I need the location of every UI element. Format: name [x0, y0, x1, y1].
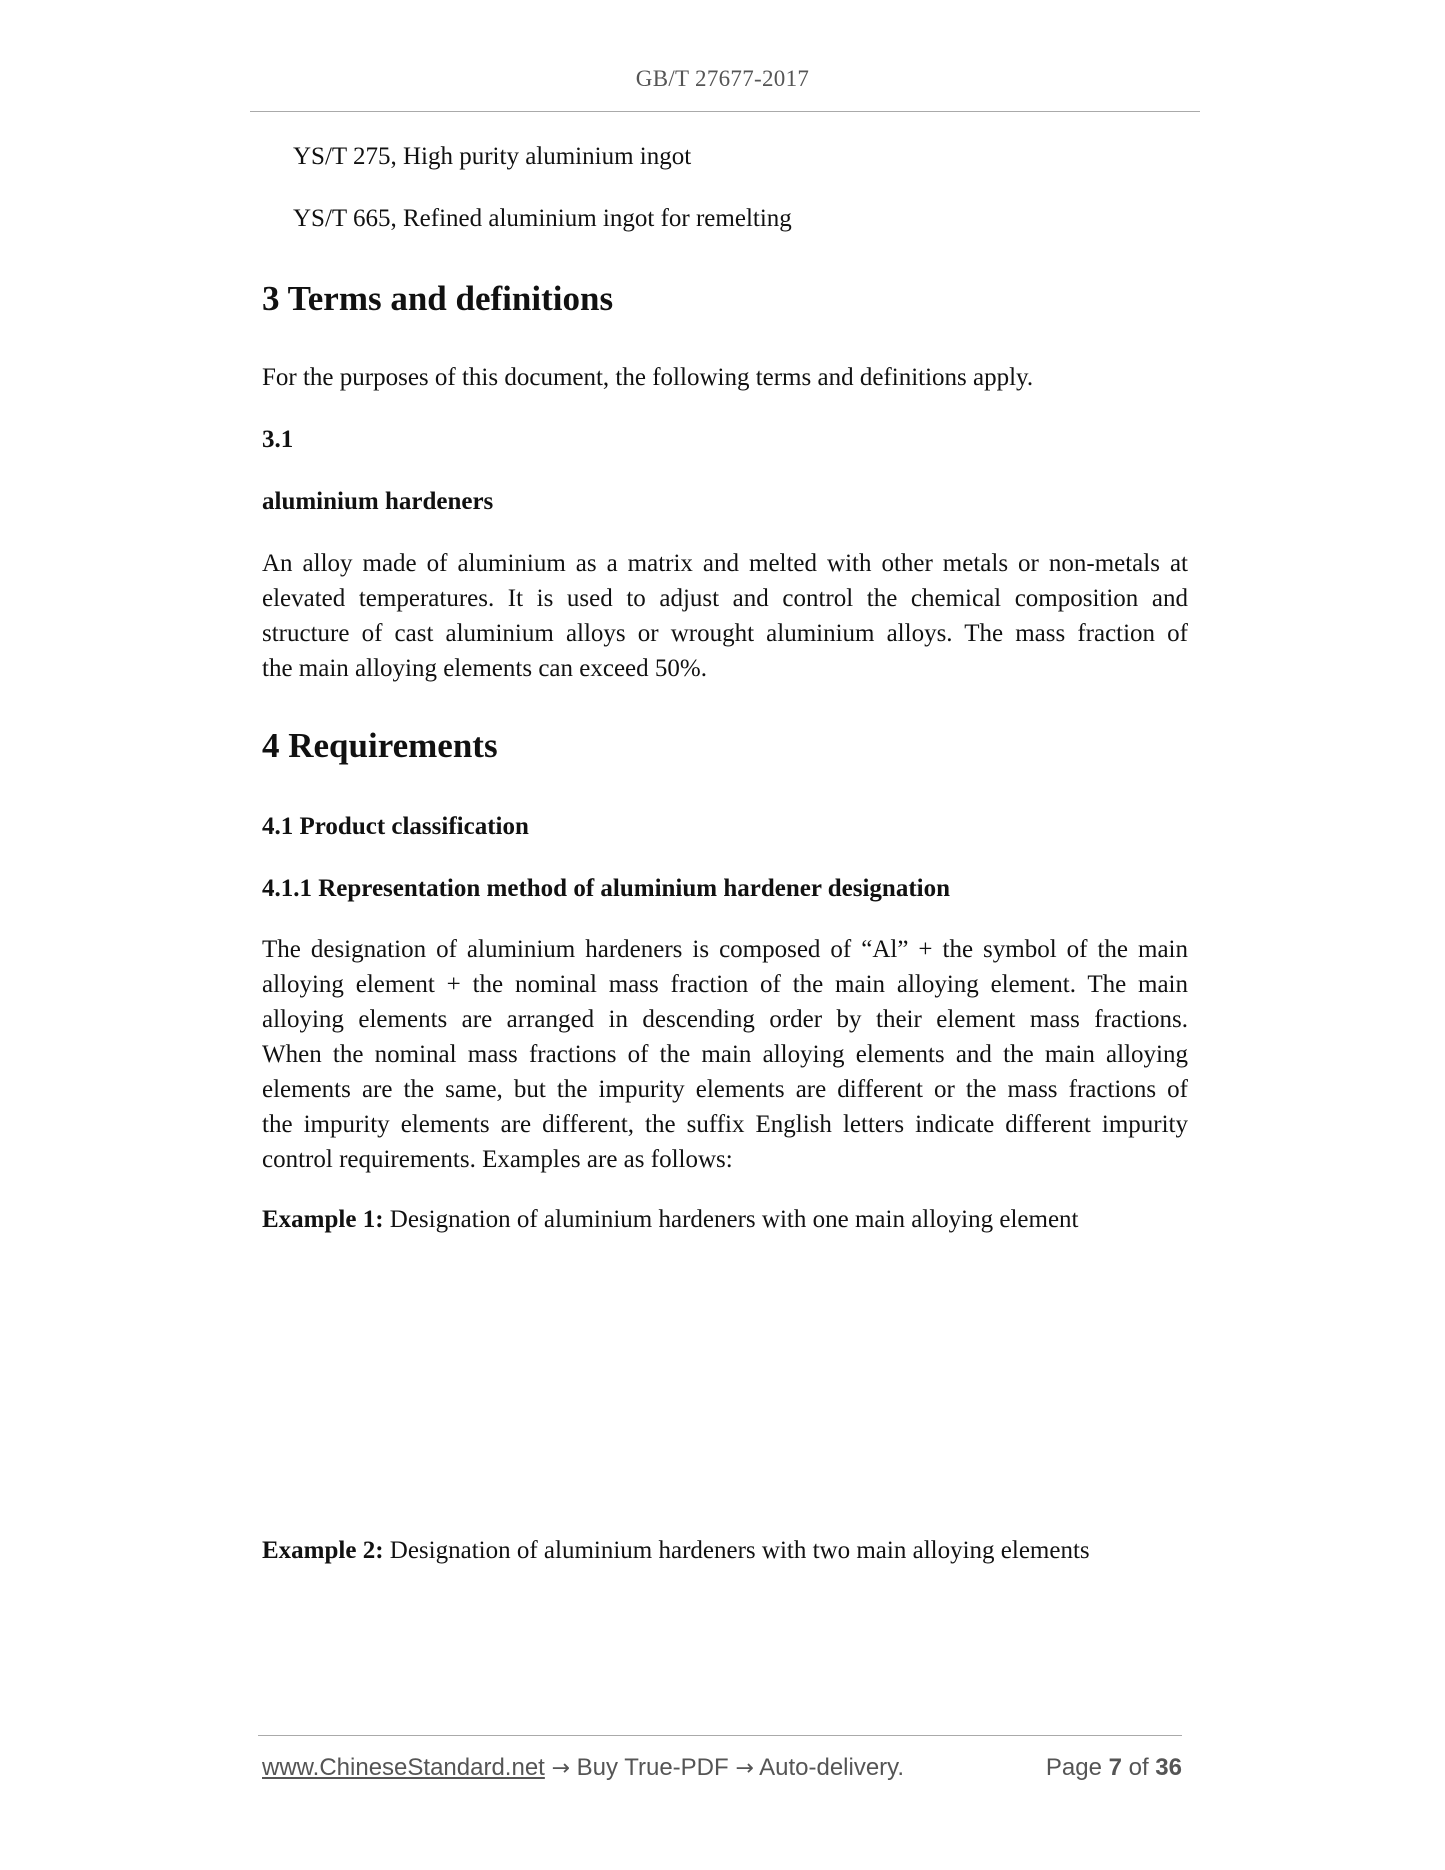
- page-of: of: [1121, 1754, 1156, 1781]
- section-3-heading: 3 Terms and definitions: [262, 279, 614, 318]
- term-definition: [262, 546, 1188, 686]
- footer-divider: [258, 1735, 1182, 1736]
- document-header-title: GB/T 27677-2017: [635, 66, 810, 91]
- subsection-4-1-1-heading: 4.1.1 Representation method of aluminium hardener designation: [262, 875, 951, 902]
- definition-line: An alloy made of aluminium as a matrix and melted with other metals or non-metals at: [262, 550, 1188, 577]
- page-label: Page: [1045, 1754, 1109, 1781]
- term-name: aluminium hardeners: [262, 488, 494, 515]
- reference-item: YS/T 665, Refined aluminium ingot for remelting: [293, 205, 792, 232]
- paragraph-line: When the nominal mass fractions of the main alloying elements and the main alloying: [262, 1041, 1188, 1068]
- paragraph-line: alloying element + the nominal mass fraction of the main alloying element. The main: [262, 971, 1188, 998]
- footer: [262, 1754, 1182, 1782]
- example-1-label: Example 1:: [262, 1206, 384, 1233]
- example-2: [262, 1537, 1090, 1565]
- section-3-intro: For the purposes of this document, the following terms and definitions apply.: [262, 364, 1034, 391]
- arrow-right-icon: →: [551, 1756, 570, 1781]
- example-1-text: Designation of aluminium hardeners with one main alloying element: [383, 1206, 1079, 1233]
- page-total: 36: [1155, 1754, 1182, 1781]
- example-2-label: Example 2:: [262, 1537, 384, 1564]
- definition-line: structure of cast aluminium alloys or wrought aluminium alloys. The mass fraction of: [262, 620, 1188, 647]
- section-4-heading: 4 Requirements: [262, 726, 498, 765]
- paragraph-line: The designation of aluminium hardeners is composed of “Al” + the symbol of the main: [262, 936, 1188, 963]
- buy-text: Buy True-PDF: [569, 1754, 736, 1781]
- paragraph-line: control requirements. Examples are as follows:: [262, 1146, 733, 1173]
- subsection-4-1-heading: 4.1 Product classification: [262, 813, 529, 840]
- example-1: [262, 1206, 1079, 1234]
- page-indicator: [1046, 1754, 1182, 1782]
- paragraph-line: alloying elements are arranged in descending order by their element mass fractions.: [262, 1006, 1188, 1033]
- paragraph-line: the impurity elements are different, the suffix English letters indicate different impurity: [262, 1111, 1188, 1138]
- example-2-text: Designation of aluminium hardeners with two main alloying elements: [383, 1537, 1090, 1564]
- paragraph-line: elements are the same, but the impurity elements are different or the mass fractions of: [262, 1076, 1188, 1103]
- designation-paragraph: [262, 932, 1188, 1177]
- header-divider: [250, 111, 1200, 112]
- definition-line: elevated temperatures. It is used to adjust and control the chemical composition and: [262, 585, 1188, 612]
- website-link[interactable]: www.ChineseStandard.net: [262, 1754, 545, 1781]
- arrow-right-icon: →: [735, 1756, 754, 1781]
- definition-line: the main alloying elements can exceed 50%.: [262, 655, 707, 682]
- page-current: 7: [1108, 1754, 1122, 1781]
- reference-item: YS/T 275, High purity aluminium ingot: [293, 143, 692, 170]
- delivery-text: Auto-delivery.: [753, 1754, 905, 1781]
- term-number: 3.1: [262, 426, 294, 453]
